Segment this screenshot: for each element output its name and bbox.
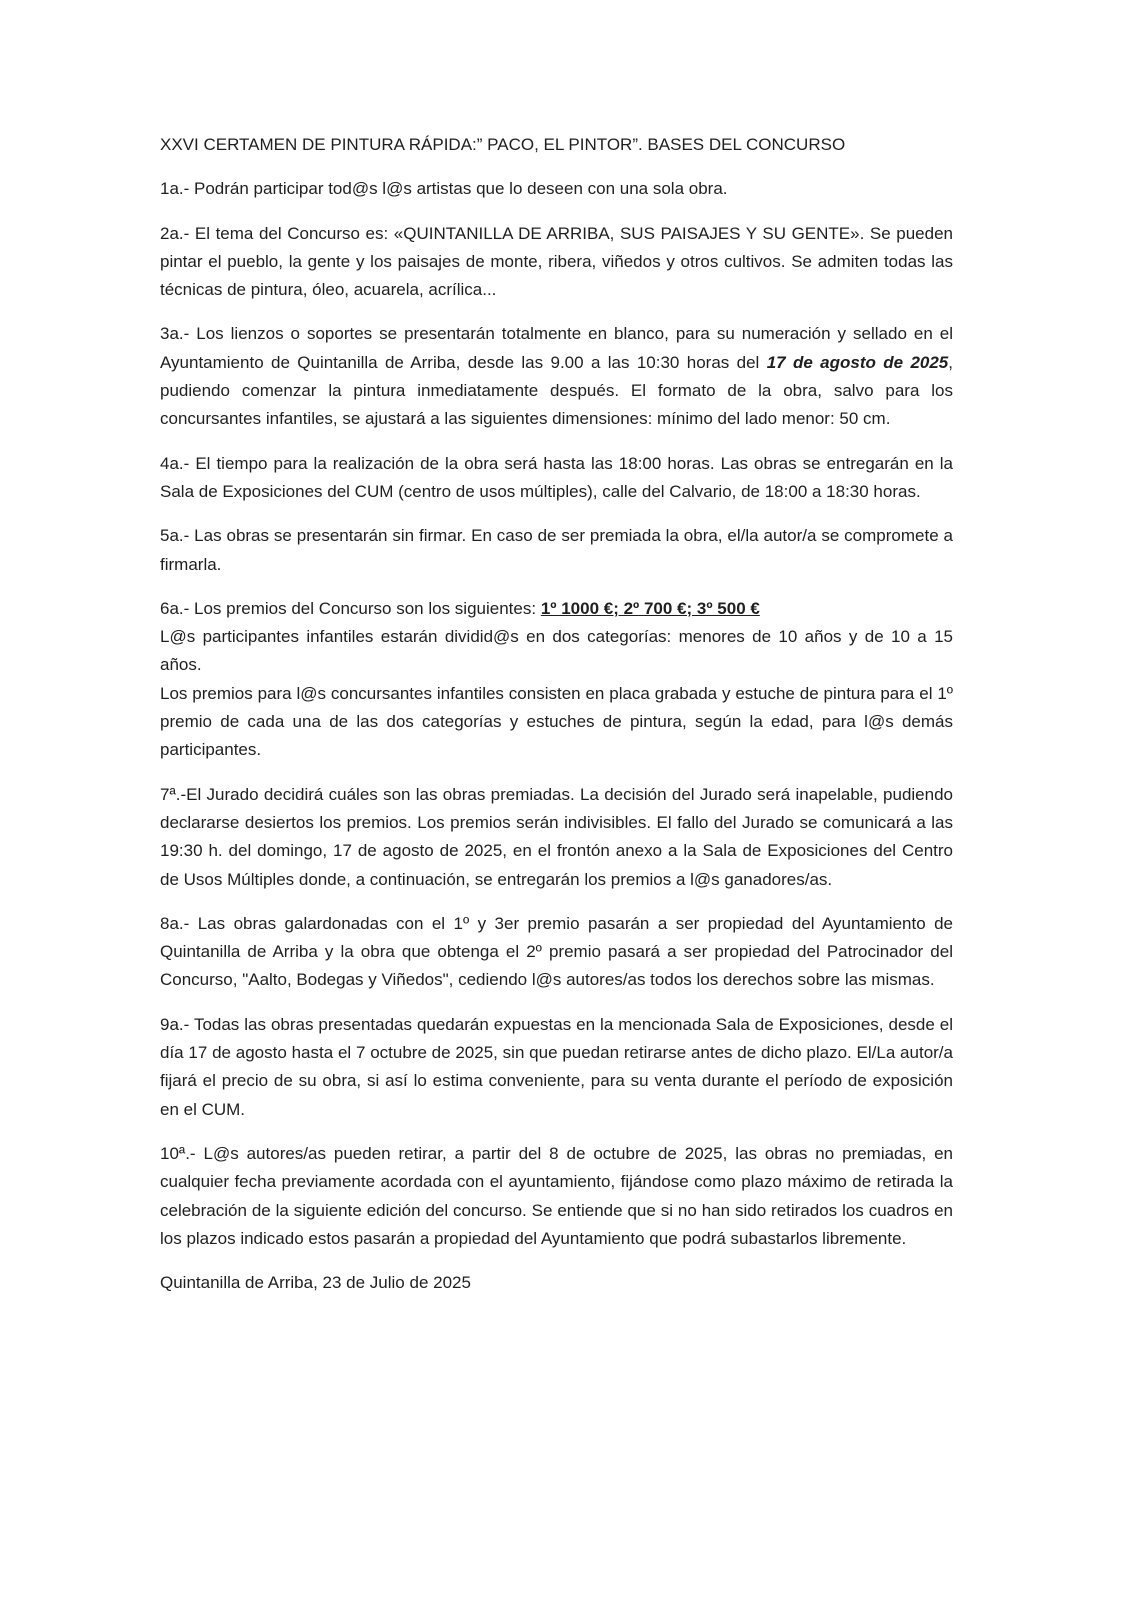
date-line: Quintanilla de Arriba, 23 de Julio de 2025 xyxy=(160,1273,471,1293)
clause-10: 10ª.- L@s autores/as pueden retirar, a partir del 8 de octubre de 2025, las obras no premiadas, en cualquier fecha previamente acordada con el ayuntamiento, fijándose como plazo máximo de retirada la celebración de la siguiente edición del concurso. Se entiende que si no han sido retirados los cuadros en los plazos indicado estos pasarán a propiedad del Ayuntamiento que podrá subastarlos libremente. xyxy=(160,1143,953,1248)
clause-5a: 5a.- Las obras se presentarán sin firmar. En caso de ser premiada la obra, el/la autor/a se compromete a firmarla. xyxy=(160,526,953,574)
clause-6a-children-prizes: Los premios para l@s concursantes infantiles consisten en placa grabada y estuche de pintura para el 1º premio de cada una de las dos categorías y estuches de pintura, según la edad, para l@s demás participantes. xyxy=(160,683,953,760)
clause-6a-categories: L@s participantes infantiles estarán dividid@s en dos categorías: menores de 10 años y de 10 a 15 años. xyxy=(160,627,953,675)
clause-1a: 1a.- Podrán participar tod@s l@s artistas que lo deseen con una sola obra. xyxy=(160,179,728,199)
clause-7: 7ª.-El Jurado decidirá cuáles son las obras premiadas. La decisión del Jurado será inapelable, pudiendo declararse desiertos los premios. Los premios serán indivisibles. El fallo del Jurado se comunicará a las 19:30 h. del domingo, 17 de agosto de 2025, en el frontón anexo a la Sala de Exposiciones del Centro de Usos Múltiples donde, a continuación, se entregarán los premios a l@s ganadores/as. xyxy=(160,784,953,889)
clause-2a: 2a.- El tema del Concurso es: «QUINTANILLA DE ARRIBA, SUS PAISAJES Y SU GENTE». Se pueden pintar el pueblo, la gente y los paisajes de monte, ribera, viñedos y otros cultivos. Se admiten todas las técnicas de pintura, óleo, acuarela, acrílica... xyxy=(160,223,953,300)
clause-8a: 8a.- Las obras galardonadas con el 1º y 3er premio pasarán a ser propiedad del Ayuntamiento de Quintanilla de Arriba y la obra que obtenga el 2º premio pasará a ser propiedad del Patrocinador del Concurso, "Aalto, Bodegas y Viñedos", cediendo l@s autores/as todos los derechos sobre las mismas. xyxy=(160,913,953,990)
clause-4a: 4a.- El tiempo para la realización de la obra será hasta las 18:00 horas. Las obras se entregarán en la Sala de Exposiciones del CUM (centro de usos múltiples), calle del Calvario, de 18:00 a 18:30 horas. xyxy=(160,453,953,501)
clause-9a: 9a.- Todas las obras presentadas quedarán expuestas en la mencionada Sala de Exposiciones, desde el día 17 de agosto hasta el 7 octubre de 2025, sin que puedan retirarse antes de dicho plazo. El/La autor/a fijará el precio de su obra, si así lo estima conveniente, para su venta durante el período de exposición en el CUM. xyxy=(160,1014,953,1119)
clause-3a: 3a.- Los lienzos o soportes se presentarán totalmente en blanco, para su numeración y sellado en el Ayuntamiento de Quintanilla de Arriba, desde las 9.00 a las 10:30 horas del 17 de agosto de 2025, pudiendo comenzar la pintura inmediatamente después. El formato de la obra, salvo para los concursantes infantiles, se ajustará a las siguientes dimensiones: mínimo del lado menor: 50 cm. xyxy=(160,324,953,429)
document-title: XXVI CERTAMEN DE PINTURA RÁPIDA:” PACO, EL PINTOR”. BASES DEL CONCURSO xyxy=(160,135,846,154)
clause-6a-prizes: 6a.- Los premios del Concurso son los siguientes: 1º 1000 €; 2º 700 €; 3º 500 € xyxy=(160,598,760,618)
